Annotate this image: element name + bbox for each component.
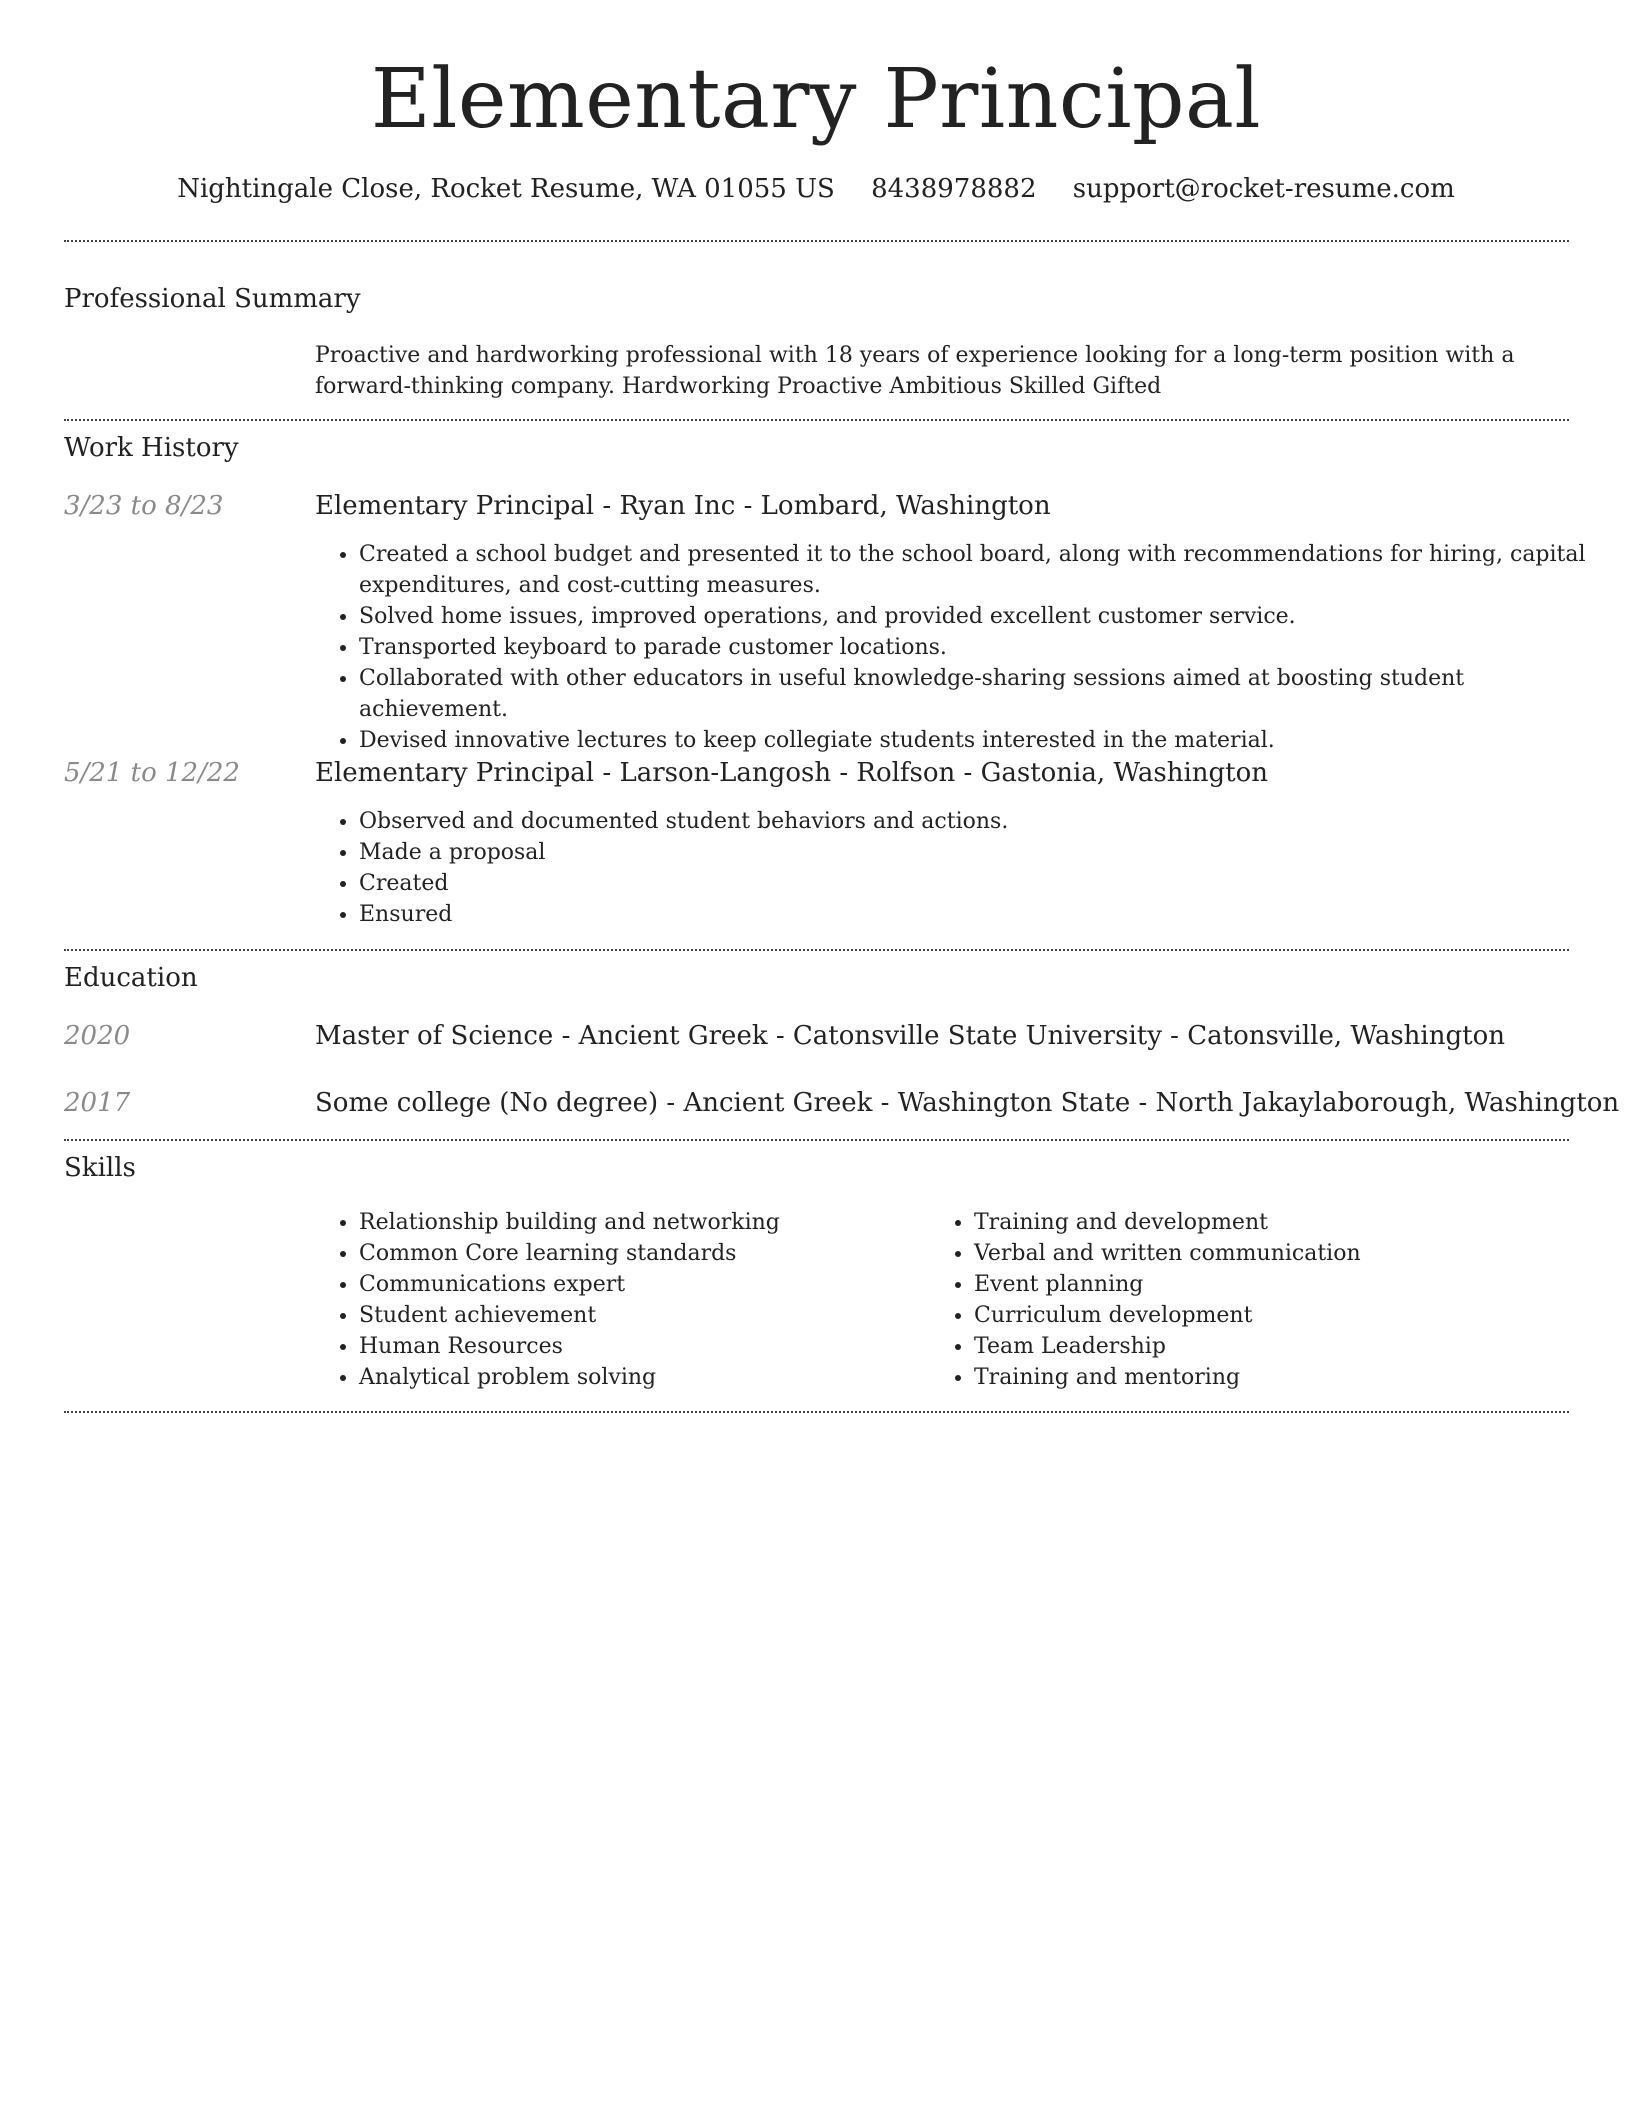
skill-item: • Verbal and written communication: [974, 1238, 1534, 1269]
job-title-line: [315, 489, 1051, 523]
list-item: • Made a proposal: [359, 837, 1589, 868]
skill-item: • Common Core learning standards: [359, 1238, 919, 1269]
list-item: • Observed and documented student behaviors and actions.: [359, 806, 1589, 837]
skills-list-left: [315, 1207, 919, 1393]
job-title: Elementary Principal: [315, 491, 595, 521]
section-title-education: Education: [64, 963, 198, 993]
education-year: 2020: [64, 1021, 131, 1051]
divider: [64, 949, 1569, 951]
education-school: - Washington State - North Jakaylaborough, Washington: [872, 1088, 1620, 1118]
list-item: • Created a school budget and presented it to the school board, along with recommendations for hiring, capital expenditures, and cost-cutting measures.: [359, 539, 1589, 601]
job-company-location: - Ryan Inc - Lombard, Washington: [594, 491, 1051, 521]
section-title-work: Work History: [64, 433, 239, 463]
section-title-summary: Professional Summary: [64, 284, 361, 314]
skill-item: • Student achievement: [359, 1300, 919, 1331]
education-line: [315, 1019, 1505, 1053]
divider: [64, 419, 1569, 421]
divider: [64, 1139, 1569, 1141]
skill-item: • Analytical problem solving: [359, 1362, 919, 1393]
list-item: • Collaborated with other educators in useful knowledge-sharing sessions aimed at boosting student achievement.: [359, 663, 1589, 725]
job-dates: 5/21 to 12/22: [64, 758, 240, 788]
skill-item: • Training and mentoring: [974, 1362, 1534, 1393]
section-title-skills: Skills: [64, 1153, 136, 1183]
education-line: [315, 1086, 1619, 1120]
candidate-name: Elementary Principal: [370, 52, 1262, 147]
education-school: - Catonsville State University - Catonsville, Washington: [767, 1021, 1505, 1051]
divider: [64, 1411, 1569, 1413]
skill-item: • Team Leadership: [974, 1331, 1534, 1362]
job-dates: 3/23 to 8/23: [64, 491, 224, 521]
divider: [64, 240, 1569, 242]
address: Nightingale Close, Rocket Resume, WA 01055 US: [177, 174, 835, 204]
skill-item: • Relationship building and networking: [359, 1207, 919, 1238]
summary-text: Proactive and hardworking professional with 18 years of experience looking for a long-term position with a forward-thinking company. Hardworking Proactive Ambitious Skilled Gifted: [315, 343, 1515, 399]
job-title: Elementary Principal: [315, 758, 595, 788]
skill-item: • Curriculum development: [974, 1300, 1534, 1331]
list-item: • Devised innovative lectures to keep collegiate students interested in the material.: [359, 725, 1589, 756]
list-item: • Solved home issues, improved operations, and provided excellent customer service.: [359, 601, 1589, 632]
skill-item: • Training and development: [974, 1207, 1534, 1238]
job-title-line: [315, 756, 1268, 790]
job-bullets: [315, 806, 1589, 930]
skill-item: • Event planning: [974, 1269, 1534, 1300]
education-degree: Master of Science - Ancient Greek: [315, 1021, 768, 1051]
list-item: • Created: [359, 868, 1589, 899]
job-bullets: [315, 539, 1589, 756]
list-item: • Transported keyboard to parade customer locations.: [359, 632, 1589, 663]
skill-item: • Human Resources: [359, 1331, 919, 1362]
email: support@rocket-resume.com: [1072, 174, 1455, 204]
skill-item: • Communications expert: [359, 1269, 919, 1300]
phone: 8438978882: [871, 174, 1037, 204]
job-company-location: - Larson-Langosh - Rolfson - Gastonia, Washington: [594, 758, 1269, 788]
skills-list-right: [930, 1207, 1534, 1393]
list-item: • Ensured: [359, 899, 1589, 930]
education-degree: Some college (No degree) - Ancient Greek: [315, 1088, 873, 1118]
contact-line: [0, 172, 1632, 206]
education-year: 2017: [64, 1088, 131, 1118]
